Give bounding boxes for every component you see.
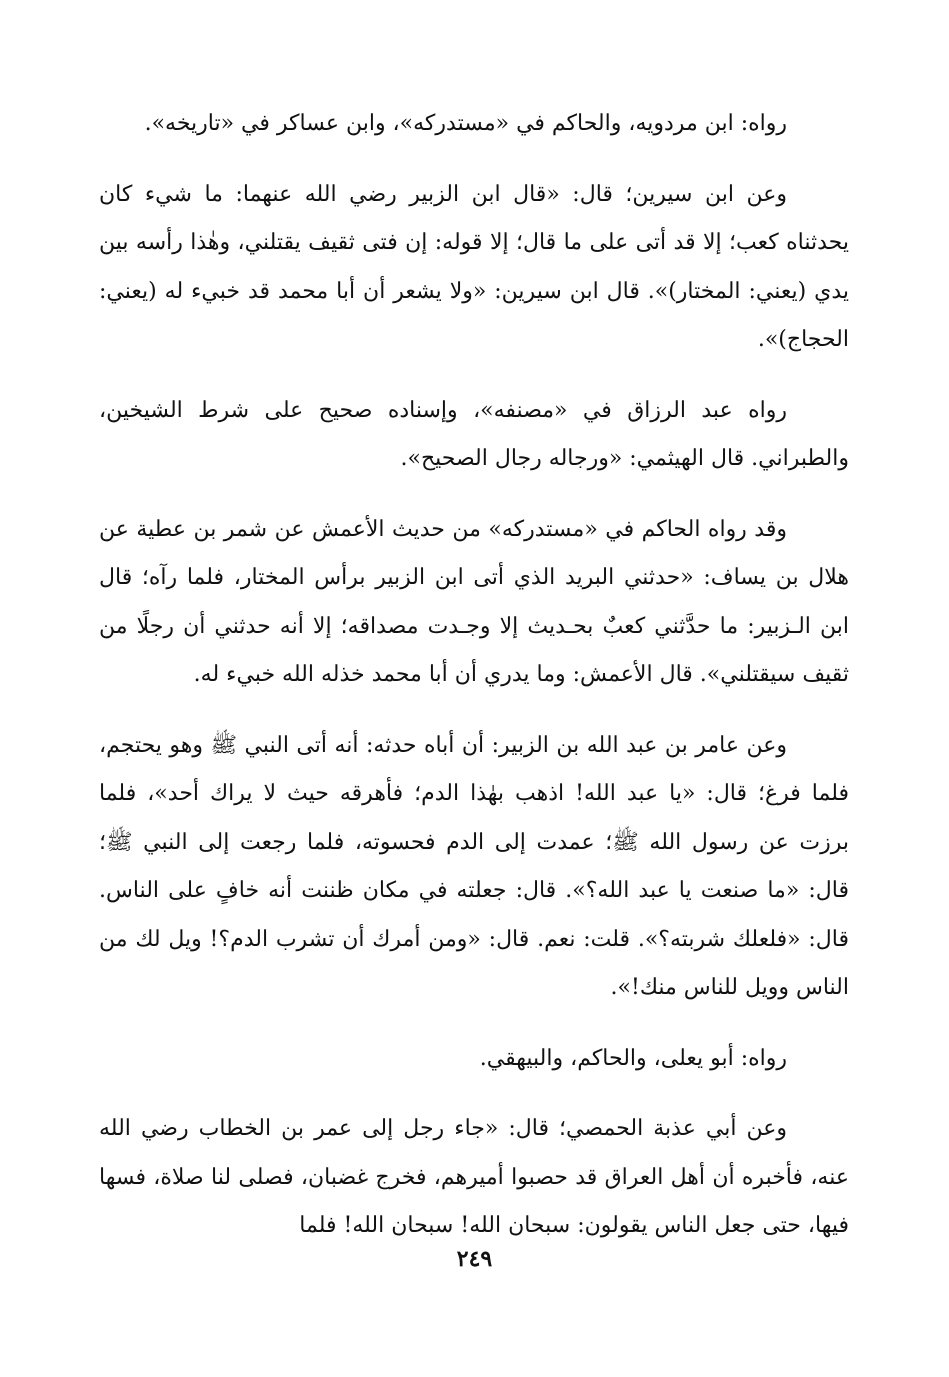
page-body [99, 100, 849, 1273]
paragraph-6: رواه: أبو يعلى، والحاكم، والبيهقي. [479, 1045, 787, 1071]
paragraph-1: رواه: ابن مردويه، والحاكم في «مستدركه»، وابن عساكر في «تاريخه». [144, 111, 787, 136]
paragraph-5: وعن عامر بن عبد الله بن الزبير: أن أباه حدثه: أنه أتى النبي ﷺ وهو يحتجم، فلما فرغ؛ قال: «يا عبد الله! اذهب بهٰذا الدم؛ فأهرقه حيث لا يراك أحد»، فلما برزت عن رسول الله ﷺ؛ عمدت إلى الدم فحسوته، فلما رجعت إلى النبي ﷺ؛ قال: «ما صنعت يا عبد الله؟». قال: جعلته في مكان ظننت أنه خافٍ على الناس. قال: «فلعلك شربته؟». قلت: نعم. قال: «ومن أمرك أن تشرب الدم؟! ويل لك من الناس وويل للناس منك!». [99, 732, 849, 1000]
page-number: ٢٤٩ [456, 1246, 493, 1272]
paragraph-7: وعن أبي عذبة الحمصي؛ قال: «جاء رجل إلى عمر بن الخطاب رضي الله عنه، فأخبره أن أهل العراق قد حصبوا أميرهم، فخرج غضبان، فصلى لنا صلاة، فسها فيها، حتى جعل الناس يقولون: سبحان الله! سبحان الله! فلما [99, 1116, 849, 1238]
paragraph-2: وعن ابن سيرين؛ قال: «قال ابن الزبير رضي الله عنهما: ما شيء كان يحدثناه كعب؛ إلا قد أتى على ما قال؛ إلا قوله: إن فتى ثقيف يقتلني، وهٰذا رأسه بين يدي (يعني: المختار)». قال ابن سيرين: «ولا يشعر أن أبا محمد قد خبيء له (يعني: الحجاج)». [99, 181, 849, 352]
paragraph-3: رواه عبد الرزاق في «مصنفه»، وإسناده صحيح على شرط الشيخين، والطبراني. قال الهيثمي: «ورجاله رجال الصحيح». [99, 397, 849, 471]
paragraph-4: وقد رواه الحاكم في «مستدركه» من حديث الأعمش عن شمر بن عطية عن هلال بن يساف: «حدثني البريد الذي أتى ابن الزبير برأس المختار، فلما رآه؛ قال ابن الـزبير: ما حدَّثني كعبٌ بحـديث إلا وجـدت مصداقه؛ إلا أنه حدثني أن رجلًا من ثقيف سيقتلني». قال الأعمش: وما يدري أن أبا محمد خذله الله خبيء له. [99, 516, 849, 687]
